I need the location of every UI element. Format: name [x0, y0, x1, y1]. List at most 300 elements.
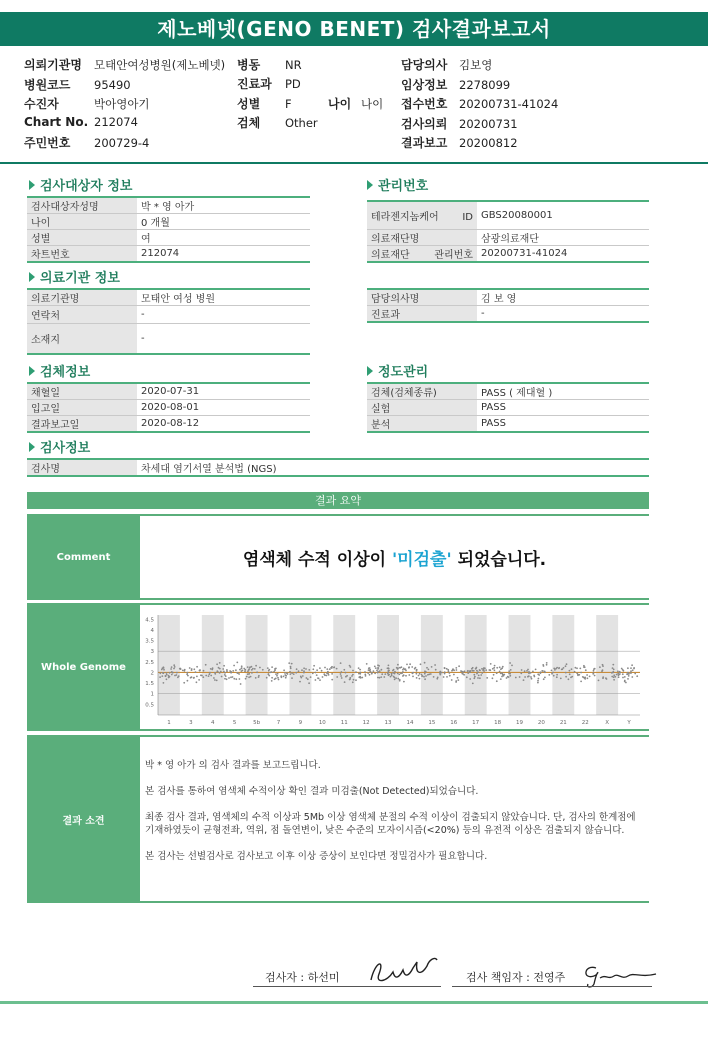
table-row [27, 400, 310, 416]
data-point [236, 662, 238, 664]
data-point [544, 677, 546, 679]
data-point [496, 680, 498, 682]
patient-info-table [27, 196, 310, 263]
table-row [27, 383, 310, 400]
data-point [486, 677, 488, 679]
section-title-management: 관리번호 [367, 175, 428, 194]
data-point [315, 672, 317, 674]
data-point [302, 675, 304, 677]
data-point [193, 668, 195, 670]
data-point [457, 679, 459, 681]
table-row [367, 383, 649, 400]
data-point [602, 664, 604, 666]
table-row [27, 197, 310, 214]
data-point [345, 672, 347, 674]
data-point [223, 671, 225, 673]
data-point [611, 672, 613, 674]
data-point [275, 673, 277, 675]
header-field-value: 200729-4 [94, 136, 150, 150]
data-point [425, 671, 427, 673]
data-point [478, 675, 480, 677]
data-point [377, 677, 379, 679]
data-point [322, 676, 324, 678]
x-tick-label: 22 [581, 720, 589, 726]
table-key: 의료재단 관리번호 [367, 245, 477, 262]
data-point [323, 673, 325, 675]
data-point [451, 679, 453, 681]
data-point [419, 678, 421, 680]
table-value: GBS20080001 [481, 209, 553, 221]
table-value: - [141, 309, 145, 320]
data-point [612, 667, 614, 669]
data-point [343, 669, 345, 671]
data-point [424, 673, 426, 675]
data-point [276, 675, 278, 677]
data-point [288, 662, 290, 664]
data-point [483, 670, 485, 672]
data-point [371, 673, 373, 675]
header-field-key: 담당의사 [401, 58, 448, 72]
data-point [493, 667, 495, 669]
data-point [569, 673, 571, 675]
data-point [283, 669, 285, 671]
data-point [203, 670, 205, 672]
data-point [381, 669, 383, 671]
data-point [210, 675, 212, 677]
data-point [239, 678, 241, 680]
data-point [421, 675, 423, 677]
data-point [424, 662, 426, 664]
header-field-value: 212074 [94, 114, 138, 129]
data-point [587, 677, 589, 679]
data-point [394, 671, 396, 673]
data-point [416, 673, 418, 675]
data-point [444, 673, 446, 675]
data-point [575, 667, 577, 669]
doctor-table [367, 288, 649, 323]
data-point [456, 669, 458, 671]
data-point [168, 675, 170, 677]
data-point [453, 674, 455, 676]
data-point [319, 667, 321, 669]
data-point [630, 670, 632, 672]
data-point [218, 667, 220, 669]
data-point [418, 675, 420, 677]
data-point [510, 669, 512, 671]
data-point [553, 675, 555, 677]
data-point [293, 673, 295, 675]
header-field [237, 56, 302, 73]
data-point [202, 676, 204, 678]
data-point [399, 667, 401, 669]
data-point [298, 670, 300, 672]
examiner-signature [365, 952, 440, 988]
data-point [580, 672, 582, 674]
table-row [27, 459, 649, 476]
table-row [367, 416, 649, 433]
data-point [412, 676, 414, 678]
data-point [310, 676, 312, 678]
data-point [617, 670, 619, 672]
data-point [247, 666, 249, 668]
data-point [321, 670, 323, 672]
findings-text [145, 759, 645, 876]
data-point [589, 676, 591, 678]
data-point [284, 672, 286, 674]
data-point [481, 672, 483, 674]
data-point [271, 666, 273, 668]
data-point [161, 675, 163, 677]
data-point [277, 677, 279, 679]
table-row [367, 289, 649, 306]
data-point [196, 666, 198, 668]
data-point [220, 671, 222, 673]
data-point [523, 679, 525, 681]
data-point [370, 671, 372, 673]
data-point [251, 669, 253, 671]
data-point [582, 676, 584, 678]
data-point [466, 676, 468, 678]
data-point [364, 671, 366, 673]
data-point [530, 672, 532, 674]
table-value: - [141, 332, 145, 344]
header-field-key: 수진자 [24, 97, 59, 111]
data-point [241, 665, 243, 667]
data-point [374, 673, 376, 675]
data-point [399, 680, 401, 682]
data-point [624, 681, 626, 683]
qc-table [367, 382, 649, 433]
data-point [326, 672, 328, 674]
data-point [268, 669, 270, 671]
table-value: PASS ( 제대혈 ) [481, 388, 553, 399]
chromosome-band [289, 615, 311, 715]
x-tick-label: 4 [211, 720, 215, 726]
data-point [501, 667, 503, 669]
data-point [196, 676, 198, 678]
data-point [411, 666, 413, 668]
data-point [428, 673, 430, 675]
data-point [329, 668, 331, 670]
data-point [187, 675, 189, 677]
data-point [576, 673, 578, 675]
data-point [499, 671, 501, 673]
data-point [258, 675, 260, 677]
x-tick-label: 13 [384, 720, 392, 726]
data-point [286, 672, 288, 674]
header-field-value: PD [285, 77, 301, 91]
section-title-institution: 의료기관 정보 [29, 267, 120, 286]
data-point [424, 678, 426, 680]
table-value: 박 * 영 아가 [141, 202, 195, 213]
test-info-table [27, 458, 649, 477]
data-point [216, 663, 218, 665]
data-point [616, 674, 618, 676]
data-point [307, 678, 309, 680]
data-point [395, 677, 397, 679]
x-tick-label: 7 [276, 720, 281, 726]
data-point [448, 670, 450, 672]
section-title-specimen: 검체정보 [29, 361, 90, 380]
data-point [633, 667, 635, 669]
data-point [166, 674, 168, 676]
data-point [241, 667, 243, 669]
data-point [397, 673, 399, 675]
header-field [24, 134, 149, 151]
data-point [249, 667, 251, 669]
header-field [24, 115, 138, 129]
data-point [305, 668, 307, 670]
data-point [476, 673, 478, 675]
data-point [315, 679, 317, 681]
data-point [300, 677, 302, 679]
header-field-key: Chart No. [24, 114, 89, 129]
data-point [173, 668, 175, 670]
data-point [623, 670, 625, 672]
data-point [216, 670, 218, 672]
data-point [535, 669, 537, 671]
data-point [556, 674, 558, 676]
data-point [594, 675, 596, 677]
data-point [163, 672, 165, 674]
data-point [352, 681, 354, 683]
header-field [24, 95, 150, 112]
summary-bar: 결과 요약 [27, 492, 649, 509]
data-point [308, 669, 310, 671]
table-row [367, 229, 649, 245]
header-field-key: 접수번호 [401, 97, 448, 111]
data-point [168, 677, 170, 679]
header-field-value: 김보영 [459, 58, 493, 72]
data-point [563, 667, 565, 669]
data-point [208, 675, 210, 677]
chromosome-band [552, 615, 574, 715]
data-point [419, 673, 421, 675]
data-point [570, 677, 572, 679]
data-point [614, 676, 616, 678]
x-tick-label: 21 [559, 720, 567, 726]
table-key: 채혈일 [27, 383, 137, 400]
section-title-patient: 검사대상자 정보 [29, 175, 132, 194]
data-point [171, 674, 173, 676]
data-point [480, 674, 482, 676]
data-point [584, 678, 586, 680]
data-point [242, 670, 244, 672]
data-point [402, 671, 404, 673]
genome-block [27, 603, 649, 731]
data-point [401, 666, 403, 668]
data-point [412, 672, 414, 674]
data-point [566, 663, 568, 665]
data-point [375, 667, 377, 669]
data-point [169, 672, 171, 674]
institution-table [27, 288, 310, 355]
data-point [408, 666, 410, 668]
data-point [182, 670, 184, 672]
y-tick-label: 1.5 [145, 681, 154, 688]
table-value: 212074 [141, 248, 180, 259]
data-point [187, 680, 189, 682]
data-point [462, 671, 464, 673]
table-value: 2020-08-12 [141, 418, 200, 429]
data-point [281, 676, 283, 678]
data-point [238, 673, 240, 675]
data-point [381, 673, 383, 675]
chromosome-band [596, 615, 618, 715]
table-key: 검사명 [27, 459, 137, 476]
data-point [439, 671, 441, 673]
data-point [457, 677, 459, 679]
data-point [556, 667, 558, 669]
data-point [461, 673, 463, 675]
data-point [576, 667, 578, 669]
specimen-table [27, 382, 310, 433]
data-point [340, 673, 342, 675]
header-field [237, 95, 292, 112]
data-point [469, 670, 471, 672]
data-point [352, 670, 354, 672]
chevron-right-icon [29, 180, 35, 190]
data-point [598, 680, 600, 682]
data-point [285, 677, 287, 679]
data-point [565, 676, 567, 678]
data-point [291, 677, 293, 679]
data-point [275, 678, 277, 680]
header-field-key: 진료과 [237, 77, 272, 91]
table-value: 20200731-41024 [481, 247, 568, 259]
data-point [273, 671, 275, 673]
data-point [558, 667, 560, 669]
data-point [213, 677, 215, 679]
data-point [494, 669, 496, 671]
header-field-key: 의뢰기관명 [24, 58, 82, 72]
table-row [367, 201, 649, 229]
header-field-key: 결과보고 [401, 136, 448, 150]
director-line [452, 986, 652, 987]
data-point [341, 671, 343, 673]
header-field [401, 115, 518, 132]
data-point [528, 675, 530, 677]
data-point [469, 678, 471, 680]
data-point [632, 669, 634, 671]
data-point [193, 677, 195, 679]
data-point [599, 666, 601, 668]
data-point [496, 667, 498, 669]
header-field [401, 76, 510, 93]
chromosome-band [465, 615, 487, 715]
examiner-line [253, 986, 441, 987]
data-point [326, 668, 328, 670]
data-point [507, 676, 509, 678]
data-point [420, 663, 422, 665]
management-table [367, 200, 649, 263]
data-point [619, 671, 621, 673]
table-row [27, 246, 310, 263]
header-field-value: NR [285, 58, 302, 72]
y-tick-label: 3.5 [145, 638, 154, 645]
data-point [613, 674, 615, 676]
data-point [472, 670, 474, 672]
data-point [458, 665, 460, 667]
comment-block [27, 514, 649, 600]
x-tick-label: 15 [428, 720, 436, 726]
table-value: 2020-07-31 [141, 386, 200, 397]
table-row [27, 306, 310, 324]
data-point [433, 676, 435, 678]
header-field [401, 134, 518, 151]
data-point [571, 668, 573, 670]
data-point [403, 681, 405, 683]
table-value: 모태안 여성 병원 [141, 294, 215, 305]
data-point [613, 679, 615, 681]
table-value: PASS [481, 418, 506, 429]
data-point [244, 670, 246, 672]
table-key: 나이 [27, 214, 137, 230]
data-point [184, 670, 186, 672]
data-point [313, 665, 315, 667]
data-point [397, 664, 399, 666]
table-key: 의료재단명 [367, 229, 477, 245]
data-point [368, 669, 370, 671]
table-row [27, 324, 310, 354]
data-point [408, 674, 410, 676]
data-point [379, 670, 381, 672]
data-point [198, 679, 200, 681]
data-point [415, 667, 417, 669]
data-point [431, 666, 433, 668]
x-tick-label: 18 [494, 720, 502, 726]
header-field [237, 75, 301, 92]
data-point [472, 683, 474, 685]
data-point [361, 677, 363, 679]
data-point [630, 667, 632, 669]
data-point [171, 666, 173, 668]
data-point [296, 668, 298, 670]
data-point [303, 672, 305, 674]
data-point [248, 673, 250, 675]
data-point [425, 675, 427, 677]
data-point [232, 676, 234, 678]
data-point [176, 672, 178, 674]
data-point [240, 683, 242, 685]
table-value: 김 보 영 [481, 294, 517, 305]
data-point [509, 675, 511, 677]
chevron-right-icon [367, 180, 373, 190]
data-point [165, 675, 167, 677]
x-tick-label: 11 [340, 720, 348, 726]
data-point [359, 676, 361, 678]
data-point [390, 676, 392, 678]
data-point [377, 664, 379, 666]
whole-genome-plot [140, 605, 649, 729]
data-point [170, 668, 172, 670]
table-row [367, 400, 649, 416]
data-point [336, 676, 338, 678]
table-row [367, 306, 649, 323]
findings-block [27, 735, 649, 903]
data-point [402, 669, 404, 671]
data-point [268, 673, 270, 675]
data-point [475, 667, 477, 669]
data-point [618, 676, 620, 678]
data-point [224, 674, 226, 676]
data-point [631, 664, 633, 666]
data-point [195, 671, 197, 673]
table-key: 검사대상자성명 [27, 197, 137, 214]
data-point [177, 677, 179, 679]
data-point [511, 665, 513, 667]
table-key: 성별 [27, 230, 137, 246]
